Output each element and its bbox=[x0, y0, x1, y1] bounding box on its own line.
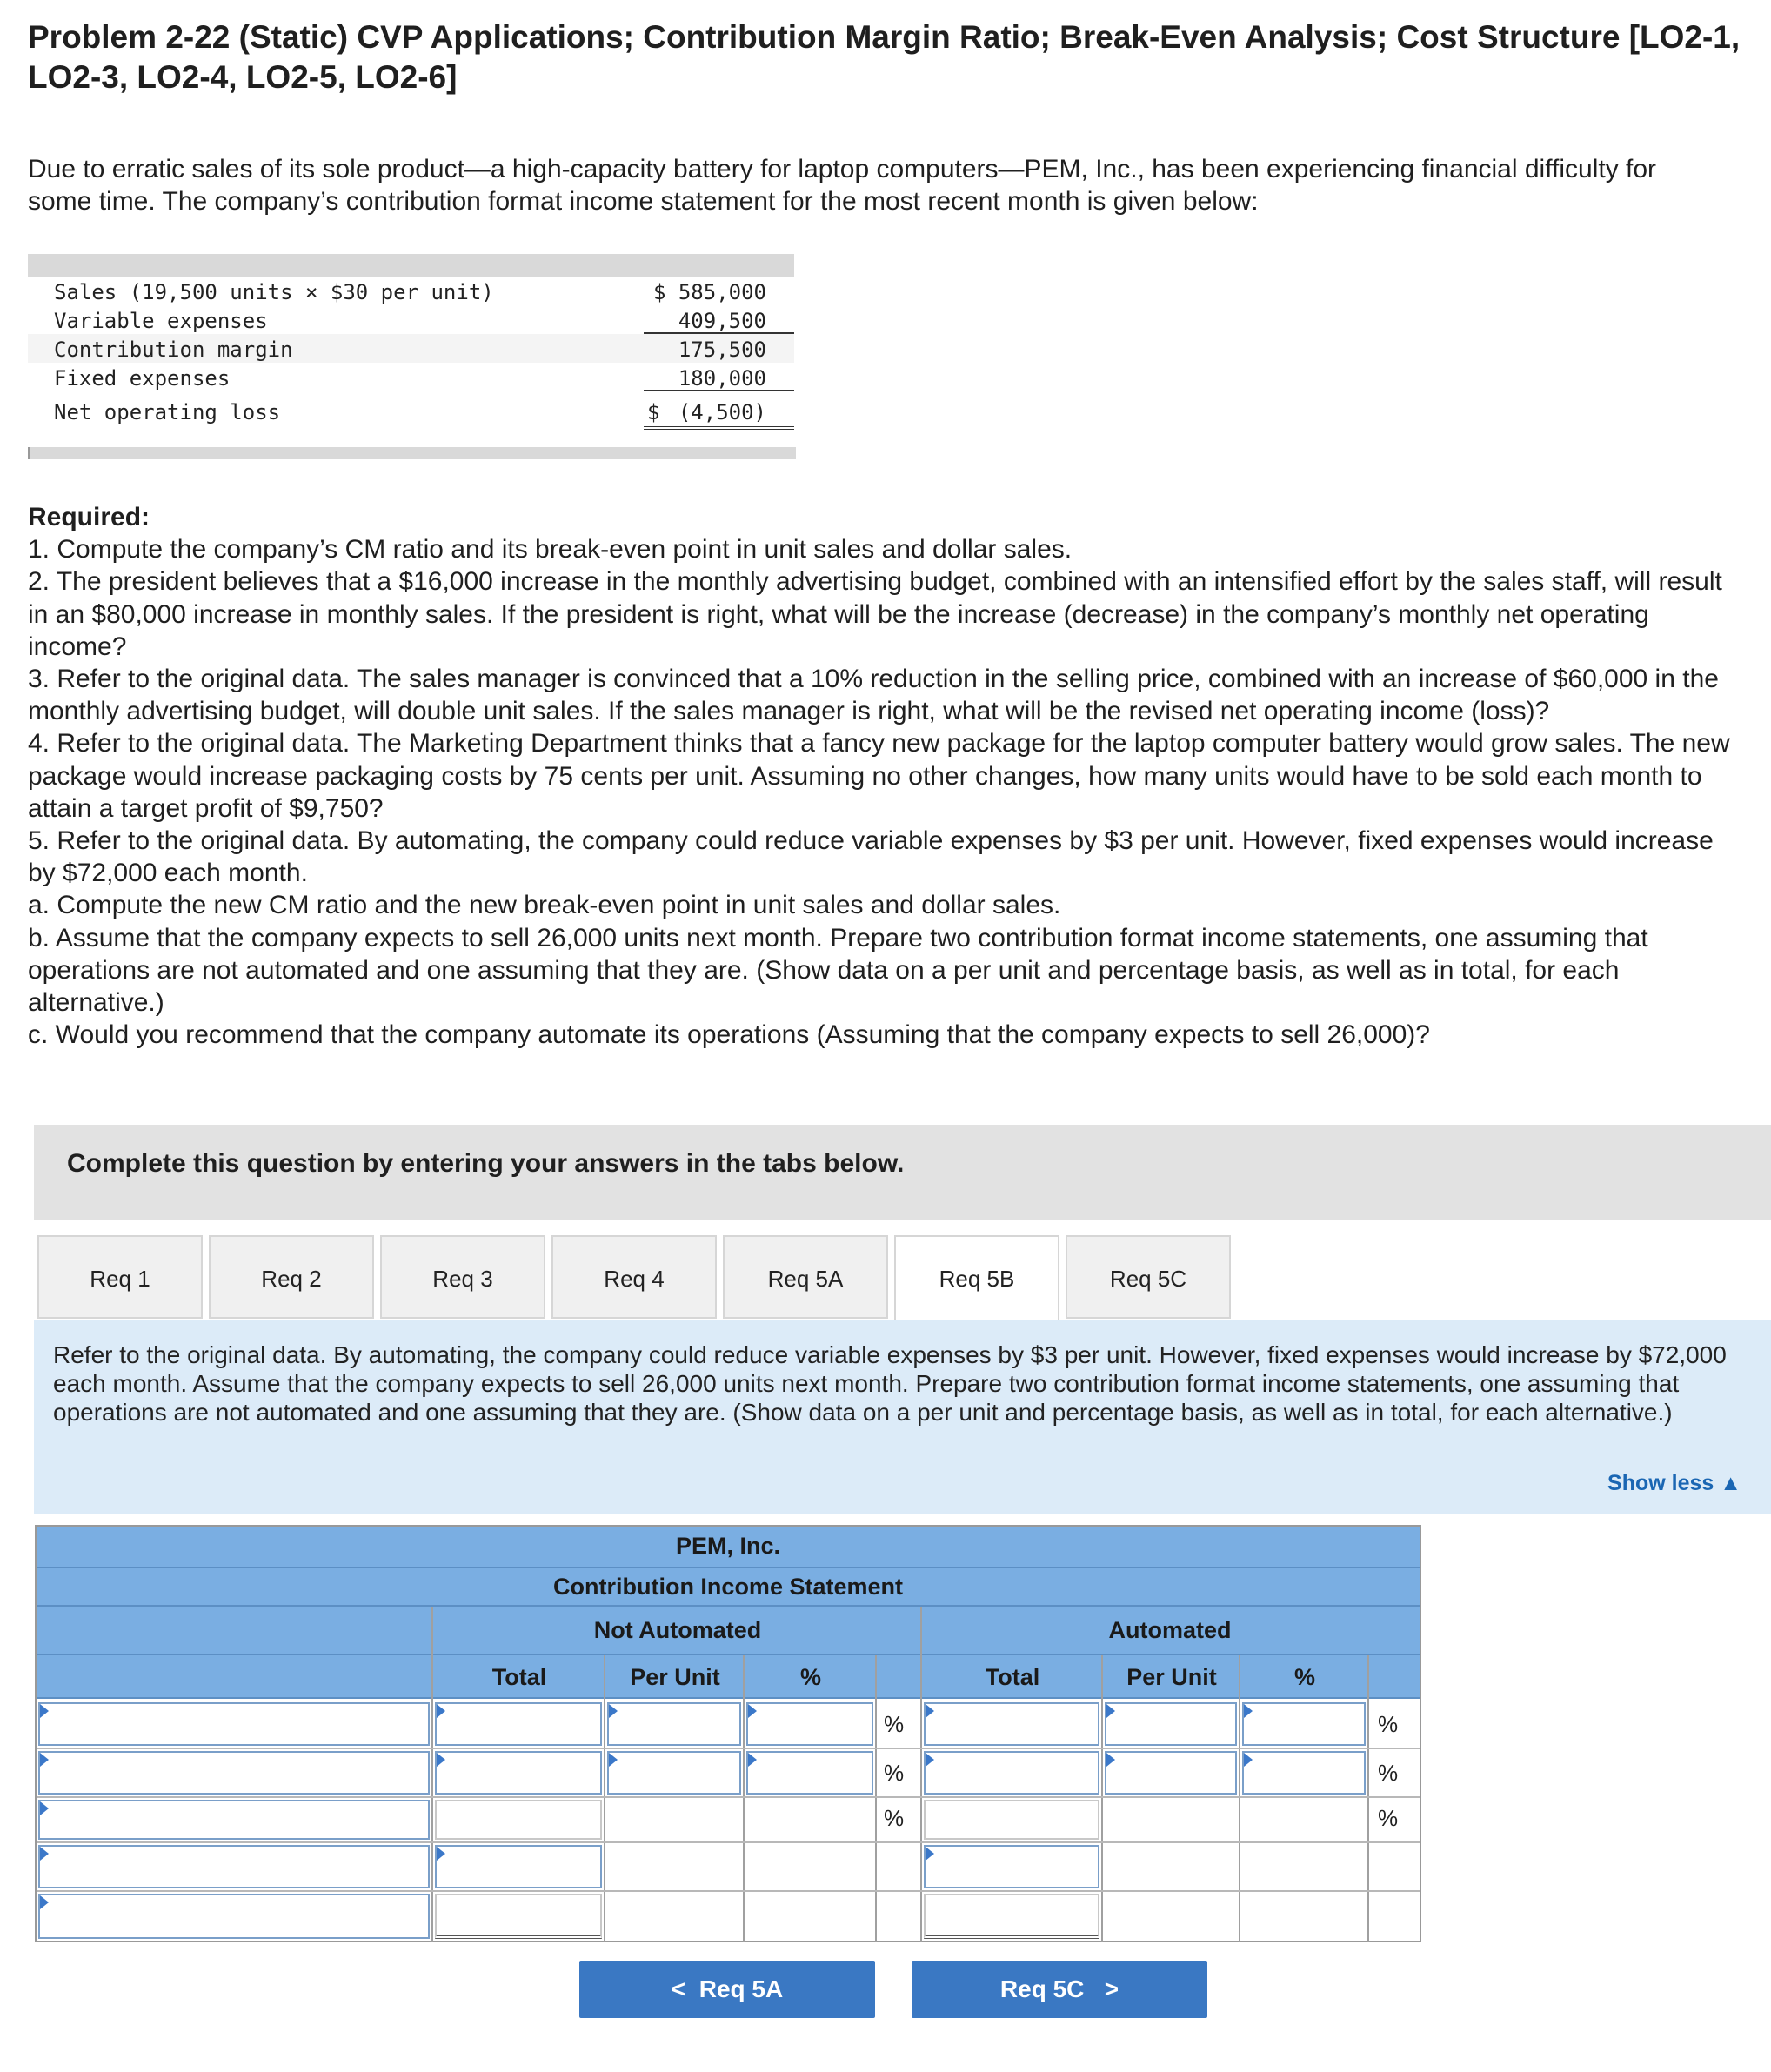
row3-total-not-automated-cell bbox=[435, 1800, 602, 1840]
tab-req-5b[interactable]: Req 5B bbox=[894, 1235, 1059, 1320]
grid-row-divider bbox=[37, 1890, 1420, 1892]
row3-label-input[interactable] bbox=[38, 1800, 430, 1840]
dropdown-indicator-icon bbox=[40, 1801, 49, 1815]
grid-divider bbox=[1239, 1655, 1240, 1942]
row1-per-unit-not-automated-input[interactable] bbox=[607, 1702, 741, 1746]
next-req-label: Req 5C bbox=[999, 1975, 1085, 2002]
row4-label-input[interactable] bbox=[38, 1845, 430, 1888]
required-item: 3. Refer to the original data. The sales manager is convinced that a 10% reduction in the selling price, combined with an increase of $60,000 in the monthly advertising budget, will double unit sales. If the sales manager is right, what will be the revised net operating income (loss)? bbox=[28, 665, 1719, 726]
instructions-text: Complete this question by entering your answers in the tabs below. bbox=[67, 1149, 905, 1178]
statement-row-contribution-margin bbox=[28, 334, 794, 363]
percent-sign: % bbox=[884, 1711, 905, 1737]
dropdown-indicator-icon bbox=[1106, 1704, 1115, 1718]
company-name: PEM, Inc. bbox=[675, 1533, 781, 1559]
statement-header-bar bbox=[28, 254, 794, 277]
row1-percent-not-automated-input[interactable] bbox=[746, 1702, 873, 1746]
statement-title: Contribution Income Statement bbox=[552, 1574, 903, 1600]
required-item: 5. Refer to the original data. By automating, the company could reduce variable expenses by $3 per unit. However, fixed expenses would increase by $72,000 each month. bbox=[28, 826, 1714, 888]
grid-divider bbox=[875, 1655, 877, 1942]
required-item: 2. The president believes that a $16,000 increase in the monthly advertising budget, combined with an intensified effort by the sales staff, will result in an $80,000 increase in monthly sales. If the president is right, what will be the increase (decrease) in the company’s monthly net operating income? bbox=[28, 567, 1722, 661]
grid-divider bbox=[920, 1607, 922, 1942]
col-total-not-automated: Total bbox=[491, 1664, 547, 1690]
statement-row-net-operating-loss bbox=[28, 391, 794, 430]
next-req-button[interactable] bbox=[912, 1961, 1207, 2018]
row5-total-automated-cell bbox=[924, 1894, 1099, 1939]
row1-total-automated-input[interactable] bbox=[924, 1702, 1099, 1746]
dropdown-indicator-icon bbox=[40, 1847, 49, 1861]
row4-total-not-automated-input[interactable] bbox=[435, 1845, 602, 1888]
chevron-left-icon: < bbox=[671, 1975, 686, 2002]
grid-divider bbox=[1367, 1655, 1369, 1942]
tab-description: Refer to the original data. By automating, the company could reduce variable expenses by $3 per unit. However, fixed expenses would increase by $72,000 each month. Assume that the company expects to sell 26,000 units next month. Prepare two contribution format income statements, one assuming that operations are not automated and one assuming that they are. (Show data on a per unit and percentage basis, as well as in total, for each alternative.) bbox=[53, 1341, 1727, 1426]
statement-label: Fixed expenses bbox=[54, 366, 231, 391]
dropdown-indicator-icon bbox=[40, 1704, 49, 1718]
tab-req-5c[interactable]: Req 5C bbox=[1066, 1235, 1231, 1319]
row1-total-not-automated-input[interactable] bbox=[435, 1702, 602, 1746]
dropdown-indicator-icon bbox=[609, 1753, 618, 1767]
dropdown-indicator-icon bbox=[437, 1847, 445, 1861]
dropdown-indicator-icon bbox=[609, 1704, 618, 1718]
row4-total-automated-input[interactable] bbox=[924, 1845, 1099, 1888]
percent-sign: % bbox=[884, 1760, 905, 1786]
grid-header-groups bbox=[37, 1607, 1420, 1655]
tab-description-panel bbox=[34, 1320, 1771, 1514]
show-less-toggle[interactable]: Show less ▲ bbox=[1607, 1471, 1741, 1495]
grid-divider bbox=[1101, 1655, 1103, 1942]
prev-req-button[interactable] bbox=[579, 1961, 875, 2018]
chevron-right-icon: > bbox=[1104, 1975, 1119, 2002]
dropdown-indicator-icon bbox=[926, 1753, 934, 1767]
dropdown-indicator-icon bbox=[1244, 1753, 1253, 1767]
statement-label: Sales (19,500 units × $30 per unit) bbox=[54, 280, 494, 304]
statement-footer-bar bbox=[28, 447, 796, 459]
problem-intro: Due to erratic sales of its sole product—a high-capacity battery for laptop computers—PEM, Inc., has been experiencing financial difficulty for some time. The company’s contribution format income statement for the most recent month is given below: bbox=[28, 155, 1657, 216]
group-not-automated: Not Automated bbox=[593, 1617, 762, 1643]
statement-value: (4,500) bbox=[678, 400, 766, 424]
grid-divider bbox=[604, 1655, 605, 1942]
tab-req-5a[interactable]: Req 5A bbox=[723, 1235, 888, 1319]
dropdown-indicator-icon bbox=[437, 1753, 445, 1767]
grid-header-company bbox=[37, 1527, 1420, 1568]
dropdown-indicator-icon bbox=[1244, 1704, 1253, 1718]
required-item: 4. Refer to the original data. The Marketing Department thinks that a fancy new package for the laptop computer battery would grow sales. The new package would increase packaging costs by 75 cents per unit. Assuming no other changes, how many units would have to be sold each month to attain a target profit of $9,750? bbox=[28, 729, 1730, 823]
dropdown-indicator-icon bbox=[1106, 1753, 1115, 1767]
tab-req-2[interactable]: Req 2 bbox=[209, 1235, 374, 1319]
dropdown-indicator-icon bbox=[437, 1704, 445, 1718]
income-statement-grid bbox=[35, 1525, 1421, 1942]
row2-total-not-automated-input[interactable] bbox=[435, 1751, 602, 1795]
percent-sign: % bbox=[1378, 1760, 1399, 1786]
col-total-automated: Total bbox=[985, 1664, 1040, 1690]
required-item: 1. Compute the company’s CM ratio and its break-even point in unit sales and dollar sales. bbox=[28, 535, 1073, 565]
instructions-banner bbox=[34, 1125, 1771, 1220]
statement-value: $ 585,000 bbox=[652, 280, 766, 304]
statement-dollar-sign: $ bbox=[647, 400, 660, 424]
dropdown-indicator-icon bbox=[926, 1847, 934, 1861]
grid-divider bbox=[743, 1655, 745, 1942]
statement-row-sales bbox=[28, 277, 794, 305]
row3-total-automated-cell bbox=[924, 1800, 1099, 1840]
statement-label: Contribution margin bbox=[54, 338, 293, 362]
required-item: c. Would you recommend that the company automate its operations (Assuming that the company expects to sell 26,000)? bbox=[28, 1020, 1430, 1050]
row1-per-unit-automated-input[interactable] bbox=[1105, 1702, 1237, 1746]
statement-label: Variable expenses bbox=[54, 309, 268, 333]
grid-row-divider bbox=[37, 1796, 1420, 1798]
percent-sign: % bbox=[884, 1805, 905, 1831]
grid-divider bbox=[431, 1607, 433, 1942]
prev-req-label: Req 5A bbox=[698, 1975, 784, 2002]
row2-per-unit-not-automated-input[interactable] bbox=[607, 1751, 741, 1795]
statement-value: 180,000 bbox=[678, 366, 766, 391]
row2-total-automated-input[interactable] bbox=[924, 1751, 1099, 1795]
grid-header-title bbox=[37, 1568, 1420, 1607]
percent-sign: % bbox=[1378, 1711, 1399, 1737]
required-item: b. Assume that the company expects to sell 26,000 units next month. Prepare two contribution format income statements, one assuming that operations are not automated and one assuming that they are. (Show data on a per unit and percentage basis, as well as in total, for each alternative.) bbox=[28, 923, 1648, 1018]
col-per-unit-not-automated: Per Unit bbox=[630, 1664, 720, 1690]
tab-req-4[interactable]: Req 4 bbox=[551, 1235, 717, 1319]
income-statement bbox=[28, 277, 794, 430]
statement-label: Net operating loss bbox=[54, 400, 281, 424]
problem-title: Problem 2-22 (Static) CVP Applications; Contribution Margin Ratio; Break-Even Analysis; Cost Structure [LO2-1, LO2-3, LO2-4, LO2-5, LO2-6] bbox=[28, 19, 1741, 95]
row2-percent-automated-input[interactable] bbox=[1242, 1751, 1366, 1795]
col-percent-not-automated: % bbox=[799, 1664, 821, 1690]
statement-row-variable-expenses bbox=[28, 305, 794, 334]
statement-row-fixed-expenses bbox=[28, 363, 794, 391]
dropdown-indicator-icon bbox=[748, 1753, 757, 1767]
row2-percent-not-automated-input[interactable] bbox=[746, 1751, 873, 1795]
required-section bbox=[28, 501, 1733, 1051]
col-percent-automated: % bbox=[1293, 1664, 1315, 1690]
row5-label-input[interactable] bbox=[38, 1894, 430, 1939]
statement-value: 175,500 bbox=[678, 338, 766, 362]
tab-req-1[interactable]: Req 1 bbox=[37, 1235, 203, 1319]
dropdown-indicator-icon bbox=[748, 1704, 757, 1718]
grid-row-divider bbox=[37, 1748, 1420, 1749]
row5-total-not-automated-cell bbox=[435, 1894, 602, 1939]
grid-header-columns bbox=[37, 1655, 1420, 1699]
col-per-unit-automated: Per Unit bbox=[1126, 1664, 1217, 1690]
row1-percent-automated-input[interactable] bbox=[1242, 1702, 1366, 1746]
dropdown-indicator-icon bbox=[40, 1753, 49, 1767]
required-heading: Required: bbox=[28, 503, 150, 531]
row1-label-input[interactable] bbox=[38, 1702, 430, 1746]
percent-sign: % bbox=[1378, 1805, 1399, 1831]
statement-value: 409,500 bbox=[678, 309, 766, 333]
row2-per-unit-automated-input[interactable] bbox=[1105, 1751, 1237, 1795]
row2-label-input[interactable] bbox=[38, 1751, 430, 1795]
group-automated: Automated bbox=[1108, 1617, 1232, 1643]
dropdown-indicator-icon bbox=[926, 1704, 934, 1718]
double-underline bbox=[644, 426, 794, 430]
dropdown-indicator-icon bbox=[40, 1895, 49, 1909]
required-item: a. Compute the new CM ratio and the new break-even point in unit sales and dollar sales. bbox=[28, 891, 1061, 920]
grid-row-divider bbox=[37, 1841, 1420, 1843]
tab-req-3[interactable]: Req 3 bbox=[380, 1235, 545, 1319]
